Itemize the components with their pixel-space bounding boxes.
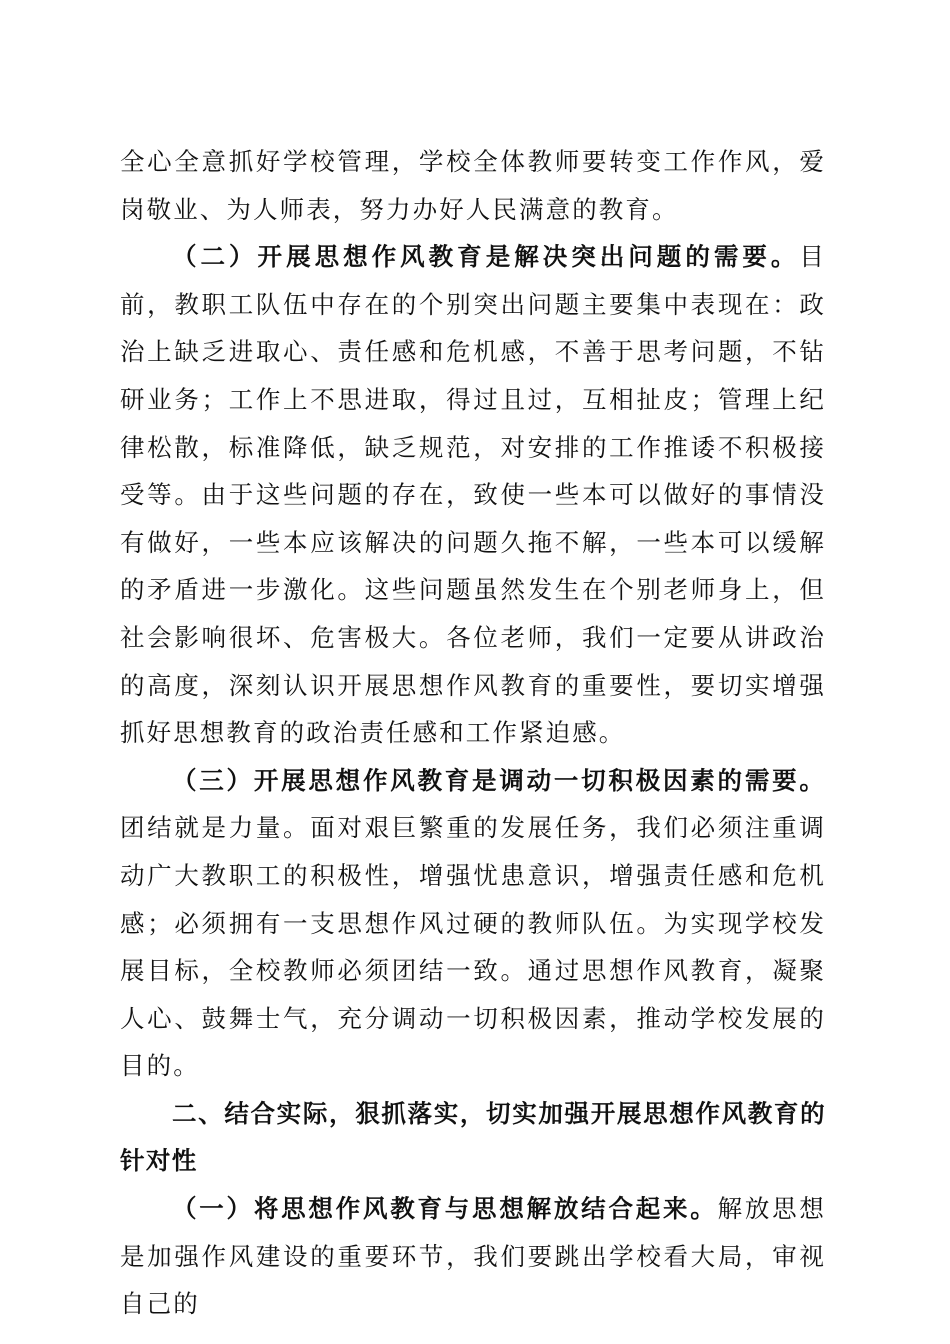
section-heading: 二、结合实际，狠抓落实，切实加强开展思想作风教育的针对性 — [120, 1098, 826, 1176]
paragraph-text: 团结就是力量。面对艰巨繁重的发展任务，我们必须注重调动广大教职工的积极性，增强忧患意识，增强责任感和危机感；必须拥有一支思想作风过硬的教师队伍。为实现学校发展目标，全校教师必须团结一致。通过思想作风教育，凝聚人心、鼓舞士气，充分调动一切积极因素，推动学校发展的目的。 — [120, 813, 826, 1081]
paragraph — [120, 1185, 826, 1328]
paragraph-lead: （二）开展思想作风教育是解决突出问题的需要。 — [172, 242, 800, 272]
paragraph-lead: （三）开展思想作风教育是调动一切积极因素的需要。 — [172, 765, 826, 795]
paragraph-lead: （一）将思想作风教育与思想解放结合起来。 — [172, 1194, 718, 1224]
paragraph — [120, 233, 826, 757]
paragraph-text: 全心全意抓好学校管理，学校全体教师要转变工作作风，爱岗敬业、为人师表，努力办好人民满意的教育。 — [120, 147, 826, 224]
paragraph — [120, 757, 826, 1090]
paragraph-text: 解放思想是加强作风建设的重要环节，我们要跳出学校看大局，审视自己的 — [120, 1194, 826, 1319]
paragraph — [120, 138, 826, 233]
document-body — [120, 138, 826, 1328]
paragraph-text: 目前，教职工队伍中存在的个别突出问题主要集中表现在：政治上缺乏进取心、责任感和危机感，不善于思考问题，不钻研业务；工作上不思进取，得过且过，互相扯皮；管理上纪律松散，标准降低，缺乏规范，对安排的工作推诿不积极接受等。由于这些问题的存在，致使一些本可以做好的事情没有做好，一些本应该解决的问题久拖不解，一些本可以缓解的矛盾进一步激化。这些问题虽然发生在个别老师身上，但社会影响很坏、危害极大。各位老师，我们一定要从讲政治的高度，深刻认识开展思想作风教育的重要性，要切实增强抓好思想教育的政治责任感和工作紧迫感。 — [120, 242, 826, 748]
